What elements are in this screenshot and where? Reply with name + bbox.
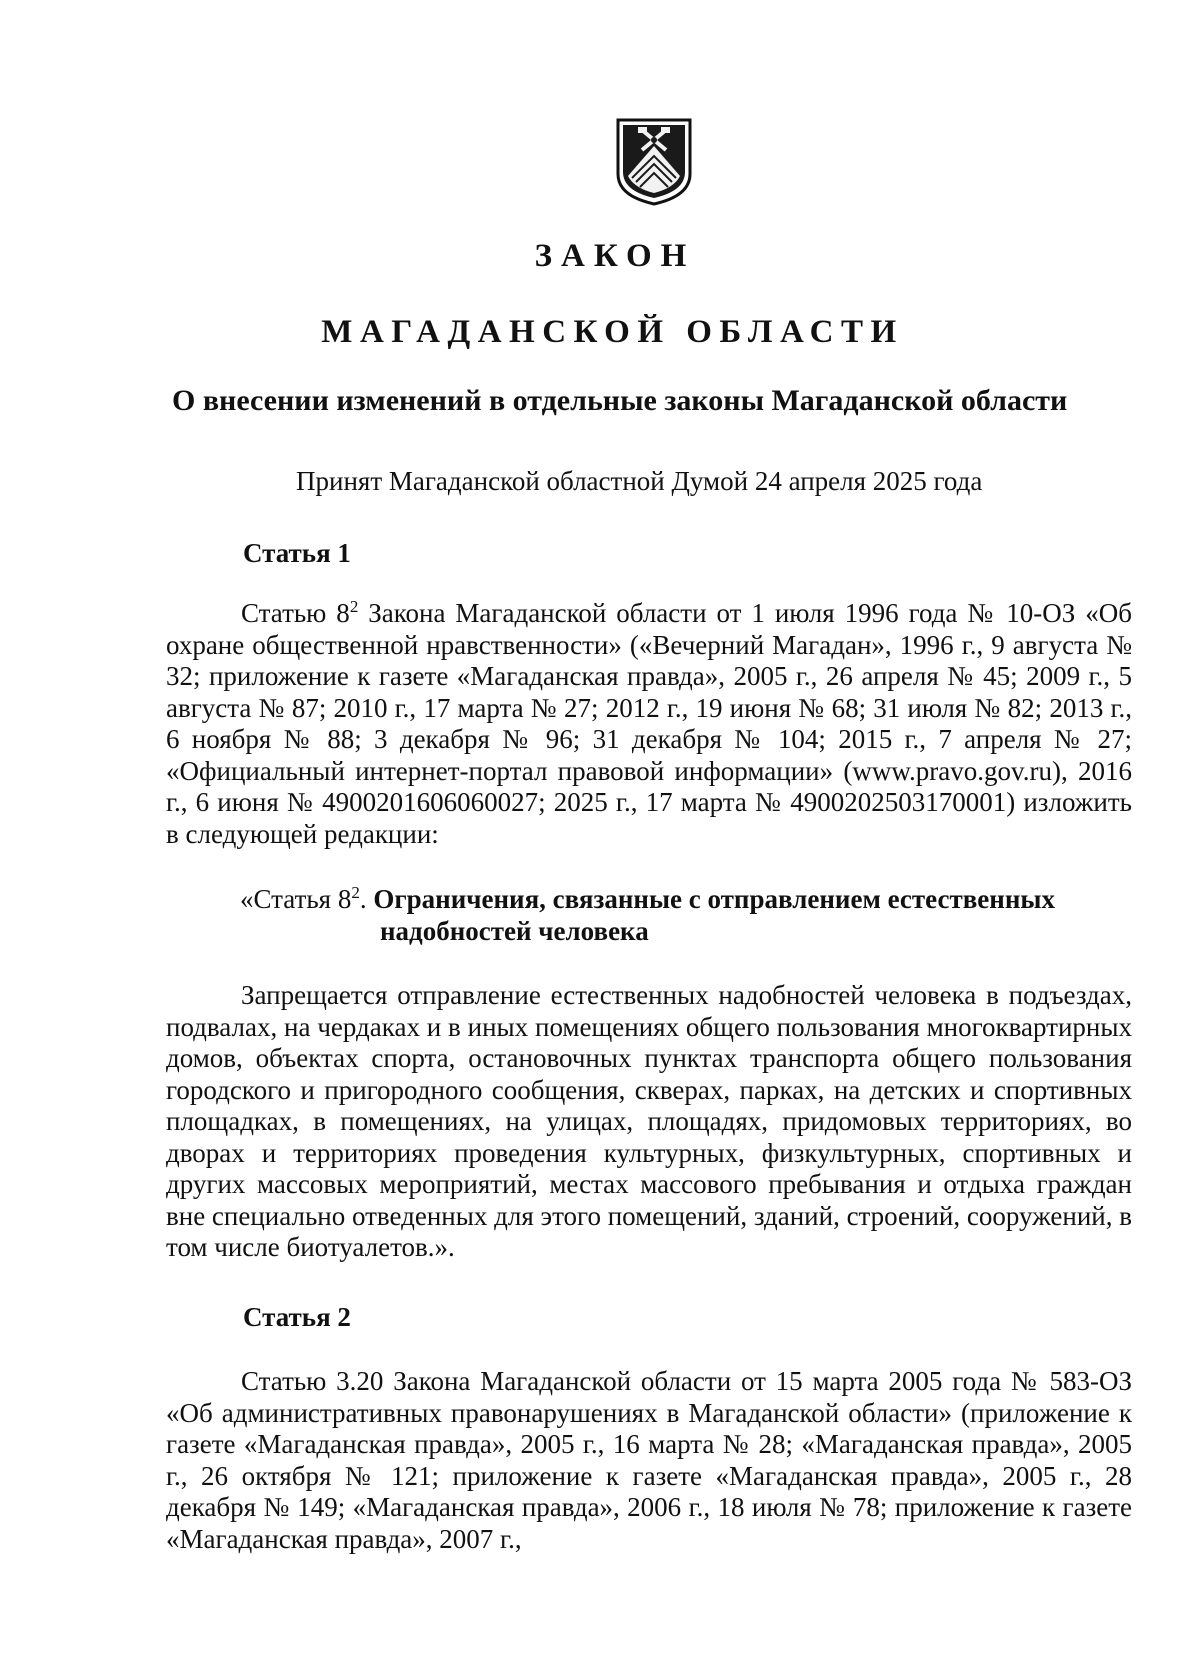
article-1-intro-prefix: Статью 8 <box>241 598 350 628</box>
quoted-article-heading <box>240 884 1132 947</box>
article-2-heading: Статья 2 <box>243 1302 351 1332</box>
region-title: МАГАДАНСКОЙ ОБЛАСТИ <box>321 314 904 350</box>
document-type-title: ЗАКОН <box>534 238 696 274</box>
quoted-article-body-paragraph: Запрещается отправление естественных надобностей человека в подъездах, подвалах, на чердаках и в иных помещениях общего пользования многоквартирных домов, объектах спорта, остановочных пунктах транспорта общего пользования городского и пригородного сообщения, скверах, парках, на детских и спортивных площадках, в помещениях, на улицах, площадях, придомовых территориях, во дворах и территориях проведения культурных, физкультурных, спортивных и других массовых мероприятий, местах массового пребывания и отдыха граждан вне специально отведенных для этого помещений, зданий, строений, сооружений, в том числе биотуалетов.». <box>166 980 1132 1262</box>
article-1-heading: Статья 1 <box>243 538 351 568</box>
quoted-article-title-line-1: Ограничения, связанные с отправлением естественных <box>373 884 1055 914</box>
coat-of-arms-icon <box>614 116 694 208</box>
article-1-intro-text: Закона Магаданской области от 1 июля 1996 года № 10-ОЗ «Об охране общественной нравственности» («Вечерний Магадан», 1996 г., 9 августа № 32; приложение к газете «Магаданская правда», 2005 г., 26 апреля № 45; 2009 г., 5 августа № 87; 2010 г., 17 марта № 27; 2012 г., 19 июня № 68; 31 июля № 82; 2013 г., 6 ноября № 88; 3 декабря № 96; 31 декабря № 104; 2015 г., 7 апреля № 27; «Официальный интернет-портал правовой информации» (www.pravo.gov.ru), 2016 г., 6 июня № 4900201606060027; 2025 г., 17 марта № 4900202503170001) изложить в следующей редакции: <box>166 598 1132 849</box>
article-1-intro-paragraph <box>166 598 1132 850</box>
quoted-article-title-line-2: надобностей человека <box>380 915 649 946</box>
law-subject-title: О внесении изменений в отдельные законы Магаданской области <box>172 384 1068 417</box>
adoption-note: Принят Магаданской областной Думой 24 апреля 2025 года <box>296 466 983 496</box>
quoted-article-dot: . <box>359 884 374 914</box>
article-2-intro-paragraph: Статью 3.20 Закона Магаданской области от 15 марта 2005 года № 583-ОЗ «Об административных правонарушениях в Магаданской области» (приложение к газете «Магаданская правда», 2005 г., 16 марта № 28; «Магаданская правда», 2005 г., 26 октября № 121; приложение к газете «Магаданская правда», 2005 г., 28 декабря № 149; «Магаданская правда», 2006 г., 18 июля № 78; приложение к газете «Магаданская правда», 2007 г., <box>166 1366 1132 1554</box>
quoted-article-prefix: «Статья 8 <box>240 884 352 914</box>
article-1-intro-superscript: 2 <box>349 597 359 616</box>
quoted-article-superscript: 2 <box>351 883 360 902</box>
